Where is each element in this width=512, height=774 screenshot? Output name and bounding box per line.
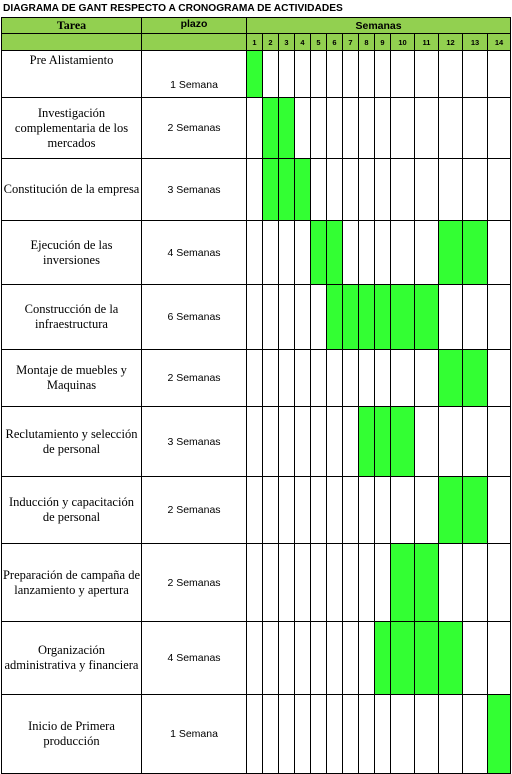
gantt-empty-cell <box>439 285 463 350</box>
gantt-empty-cell <box>391 695 415 774</box>
task-row <box>2 98 511 159</box>
gantt-empty-cell <box>415 159 439 221</box>
gantt-empty-cell <box>311 695 327 774</box>
task-duration: 3 Semanas <box>142 159 247 221</box>
gantt-empty-cell <box>343 622 359 695</box>
gantt-bar-cell <box>439 477 463 544</box>
duration-column-header: plazo <box>142 18 247 34</box>
gantt-bar-cell <box>327 285 343 350</box>
task-name: Pre Alistamiento <box>2 51 142 98</box>
week-number-10: 10 <box>391 34 415 51</box>
gantt-bar-cell <box>263 159 279 221</box>
gantt-bar-cell <box>359 407 375 477</box>
gantt-empty-cell <box>311 544 327 622</box>
gantt-bar-cell <box>375 622 391 695</box>
gantt-empty-cell <box>343 407 359 477</box>
gantt-empty-cell <box>488 221 511 285</box>
gantt-bar-cell <box>327 221 343 285</box>
gantt-empty-cell <box>311 98 327 159</box>
gantt-bar-cell <box>463 477 488 544</box>
gantt-empty-cell <box>439 98 463 159</box>
weeks-column-header: Semanas <box>247 18 511 34</box>
gantt-bar-cell <box>391 285 415 350</box>
task-row <box>2 159 511 221</box>
gantt-empty-cell <box>263 407 279 477</box>
gantt-empty-cell <box>327 477 343 544</box>
gantt-empty-cell <box>375 477 391 544</box>
task-name: Investigación complementaria de los mercados <box>2 98 142 159</box>
task-duration: 2 Semanas <box>142 350 247 407</box>
gantt-empty-cell <box>295 221 311 285</box>
gantt-empty-cell <box>463 159 488 221</box>
duration-header-spacer <box>142 34 247 51</box>
gantt-empty-cell <box>311 477 327 544</box>
gantt-empty-cell <box>439 407 463 477</box>
task-duration: 6 Semanas <box>142 285 247 350</box>
gantt-empty-cell <box>375 695 391 774</box>
gantt-empty-cell <box>439 695 463 774</box>
week-number-13: 13 <box>463 34 488 51</box>
week-number-9: 9 <box>375 34 391 51</box>
gantt-empty-cell <box>247 477 263 544</box>
gantt-empty-cell <box>295 285 311 350</box>
header-row <box>2 18 511 34</box>
gantt-empty-cell <box>463 407 488 477</box>
task-column-header: Tarea <box>2 18 142 34</box>
gantt-empty-cell <box>343 51 359 98</box>
gantt-empty-cell <box>311 285 327 350</box>
week-number-row <box>2 34 511 51</box>
gantt-empty-cell <box>488 350 511 407</box>
gantt-bar-cell <box>415 285 439 350</box>
gantt-empty-cell <box>488 544 511 622</box>
gantt-empty-cell <box>343 98 359 159</box>
gantt-table <box>1 17 511 774</box>
gantt-empty-cell <box>488 51 511 98</box>
gantt-empty-cell <box>343 695 359 774</box>
gantt-empty-cell <box>488 285 511 350</box>
gantt-empty-cell <box>247 159 263 221</box>
task-row <box>2 407 511 477</box>
week-number-4: 4 <box>295 34 311 51</box>
gantt-empty-cell <box>415 407 439 477</box>
gantt-empty-cell <box>375 51 391 98</box>
gantt-empty-cell <box>488 622 511 695</box>
gantt-empty-cell <box>327 159 343 221</box>
gantt-empty-cell <box>295 622 311 695</box>
gantt-empty-cell <box>263 695 279 774</box>
gantt-empty-cell <box>391 350 415 407</box>
task-row <box>2 695 511 774</box>
gantt-empty-cell <box>263 544 279 622</box>
gantt-empty-cell <box>415 477 439 544</box>
gantt-bar-cell <box>415 622 439 695</box>
gantt-bar-cell <box>439 622 463 695</box>
gantt-empty-cell <box>463 622 488 695</box>
gantt-empty-cell <box>295 407 311 477</box>
week-number-12: 12 <box>439 34 463 51</box>
task-duration: 2 Semanas <box>142 98 247 159</box>
task-duration: 2 Semanas <box>142 477 247 544</box>
gantt-empty-cell <box>343 159 359 221</box>
week-number-6: 6 <box>327 34 343 51</box>
gantt-empty-cell <box>343 350 359 407</box>
gantt-bar-cell <box>415 544 439 622</box>
task-duration: 4 Semanas <box>142 622 247 695</box>
gantt-empty-cell <box>463 695 488 774</box>
gantt-bar-cell <box>391 622 415 695</box>
gantt-empty-cell <box>327 622 343 695</box>
gantt-empty-cell <box>375 350 391 407</box>
task-header-spacer <box>2 34 142 51</box>
gantt-empty-cell <box>295 98 311 159</box>
gantt-empty-cell <box>311 350 327 407</box>
task-row <box>2 544 511 622</box>
gantt-empty-cell <box>359 159 375 221</box>
gantt-empty-cell <box>463 544 488 622</box>
task-duration: 2 Semanas <box>142 544 247 622</box>
task-name: Organización administrativa y financiera <box>2 622 142 695</box>
week-number-1: 1 <box>247 34 263 51</box>
gantt-bar-cell <box>311 221 327 285</box>
gantt-bar-cell <box>247 51 263 98</box>
task-duration: 1 Semana <box>142 695 247 774</box>
gantt-empty-cell <box>415 221 439 285</box>
gantt-empty-cell <box>311 51 327 98</box>
gantt-empty-cell <box>488 159 511 221</box>
gantt-empty-cell <box>247 98 263 159</box>
gantt-empty-cell <box>327 695 343 774</box>
task-name: Construcción de la infraestructura <box>2 285 142 350</box>
gantt-empty-cell <box>488 477 511 544</box>
gantt-empty-cell <box>439 51 463 98</box>
gantt-empty-cell <box>439 159 463 221</box>
gantt-empty-cell <box>295 477 311 544</box>
gantt-empty-cell <box>279 221 295 285</box>
task-row <box>2 477 511 544</box>
task-name: Montaje de muebles y Maquinas <box>2 350 142 407</box>
gantt-empty-cell <box>311 407 327 477</box>
gantt-bar-cell <box>439 350 463 407</box>
gantt-empty-cell <box>279 285 295 350</box>
gantt-empty-cell <box>488 98 511 159</box>
week-number-14: 14 <box>488 34 511 51</box>
gantt-empty-cell <box>247 285 263 350</box>
gantt-empty-cell <box>263 285 279 350</box>
gantt-empty-cell <box>295 350 311 407</box>
gantt-empty-cell <box>327 407 343 477</box>
gantt-bar-cell <box>279 98 295 159</box>
gantt-empty-cell <box>343 221 359 285</box>
gantt-bar-cell <box>359 285 375 350</box>
week-number-5: 5 <box>311 34 327 51</box>
week-number-3: 3 <box>279 34 295 51</box>
gantt-empty-cell <box>311 159 327 221</box>
task-name: Reclutamiento y selección de personal <box>2 407 142 477</box>
gantt-empty-cell <box>463 51 488 98</box>
gantt-bar-cell <box>295 159 311 221</box>
gantt-empty-cell <box>327 544 343 622</box>
task-duration: 3 Semanas <box>142 407 247 477</box>
gantt-bar-cell <box>488 695 511 774</box>
task-row <box>2 51 511 98</box>
task-row <box>2 350 511 407</box>
task-name: Ejecución de las inversiones <box>2 221 142 285</box>
gantt-empty-cell <box>391 159 415 221</box>
gantt-empty-cell <box>463 98 488 159</box>
gantt-empty-cell <box>359 350 375 407</box>
gantt-bar-cell <box>439 221 463 285</box>
gantt-bar-cell <box>279 159 295 221</box>
task-duration: 1 Semana <box>142 51 247 98</box>
gantt-bar-cell <box>343 285 359 350</box>
gantt-bar-cell <box>263 98 279 159</box>
gantt-bar-cell <box>391 407 415 477</box>
gantt-empty-cell <box>343 477 359 544</box>
gantt-empty-cell <box>327 350 343 407</box>
gantt-empty-cell <box>279 407 295 477</box>
gantt-empty-cell <box>247 407 263 477</box>
gantt-empty-cell <box>359 221 375 285</box>
gantt-empty-cell <box>359 98 375 159</box>
gantt-empty-cell <box>263 622 279 695</box>
gantt-empty-cell <box>415 695 439 774</box>
gantt-empty-cell <box>279 544 295 622</box>
gantt-bar-cell <box>375 285 391 350</box>
gantt-empty-cell <box>415 51 439 98</box>
gantt-empty-cell <box>359 622 375 695</box>
gantt-empty-cell <box>247 221 263 285</box>
task-name: Inicio de Primera producción <box>2 695 142 774</box>
gantt-empty-cell <box>247 695 263 774</box>
week-number-11: 11 <box>415 34 439 51</box>
gantt-empty-cell <box>279 350 295 407</box>
gantt-empty-cell <box>279 477 295 544</box>
gantt-empty-cell <box>263 51 279 98</box>
gantt-empty-cell <box>391 477 415 544</box>
gantt-empty-cell <box>279 622 295 695</box>
gantt-empty-cell <box>311 622 327 695</box>
gantt-empty-cell <box>415 98 439 159</box>
gantt-bar-cell <box>463 350 488 407</box>
gantt-empty-cell <box>375 221 391 285</box>
gantt-empty-cell <box>391 221 415 285</box>
gantt-empty-cell <box>343 544 359 622</box>
gantt-empty-cell <box>263 221 279 285</box>
gantt-empty-cell <box>359 695 375 774</box>
gantt-empty-cell <box>391 51 415 98</box>
gantt-bar-cell <box>375 407 391 477</box>
gantt-empty-cell <box>327 51 343 98</box>
gantt-empty-cell <box>375 544 391 622</box>
gantt-empty-cell <box>327 98 343 159</box>
gantt-bar-cell <box>463 221 488 285</box>
document-title: DIAGRAMA DE GANT RESPECTO A CRONOGRAMA DE ACTIVIDADES <box>3 3 343 14</box>
gantt-empty-cell <box>391 98 415 159</box>
gantt-empty-cell <box>247 544 263 622</box>
task-row <box>2 285 511 350</box>
gantt-empty-cell <box>415 350 439 407</box>
gantt-empty-cell <box>359 544 375 622</box>
gantt-empty-cell <box>359 51 375 98</box>
gantt-empty-cell <box>375 98 391 159</box>
task-name: Preparación de campaña de lanzamiento y apertura <box>2 544 142 622</box>
task-name: Constitución de la empresa <box>2 159 142 221</box>
gantt-empty-cell <box>263 350 279 407</box>
week-number-8: 8 <box>359 34 375 51</box>
week-number-2: 2 <box>263 34 279 51</box>
gantt-empty-cell <box>247 622 263 695</box>
gantt-empty-cell <box>488 407 511 477</box>
gantt-empty-cell <box>439 544 463 622</box>
task-name: Inducción y capacitación de personal <box>2 477 142 544</box>
gantt-empty-cell <box>295 695 311 774</box>
gantt-empty-cell <box>359 477 375 544</box>
gantt-empty-cell <box>375 159 391 221</box>
gantt-empty-cell <box>263 477 279 544</box>
task-row <box>2 622 511 695</box>
gantt-empty-cell <box>463 285 488 350</box>
gantt-empty-cell <box>279 695 295 774</box>
week-number-7: 7 <box>343 34 359 51</box>
gantt-empty-cell <box>247 350 263 407</box>
task-row <box>2 221 511 285</box>
gantt-empty-cell <box>295 544 311 622</box>
gantt-bar-cell <box>391 544 415 622</box>
task-duration: 4 Semanas <box>142 221 247 285</box>
gantt-empty-cell <box>279 51 295 98</box>
gantt-empty-cell <box>295 51 311 98</box>
